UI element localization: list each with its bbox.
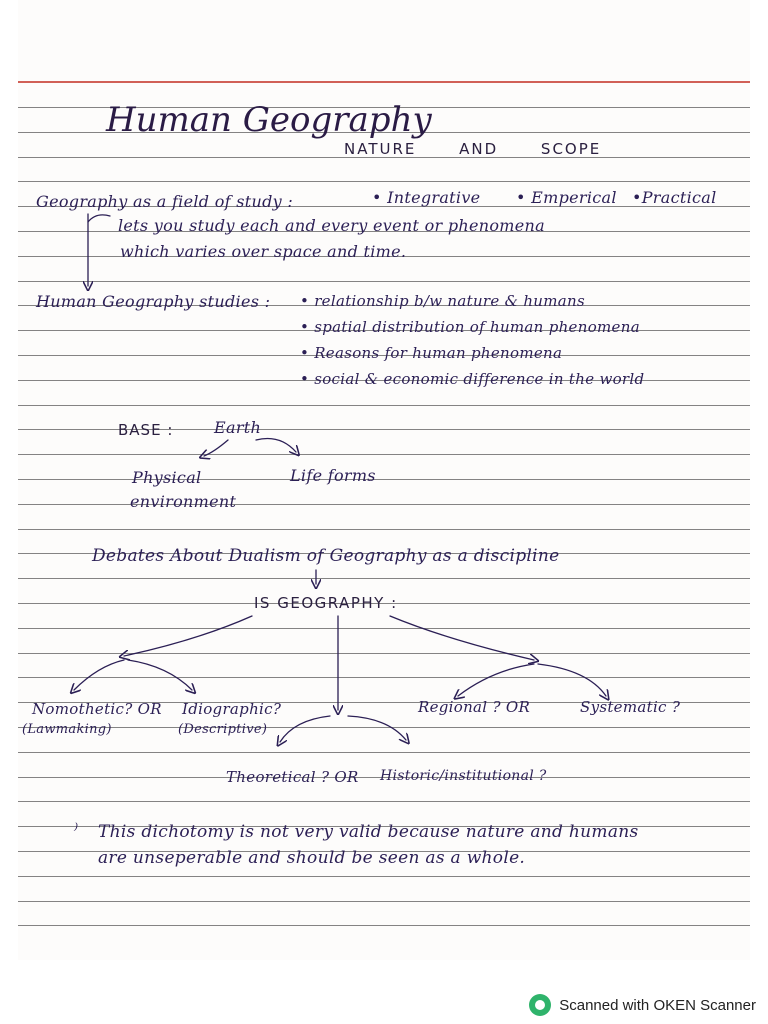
notebook-page [18, 0, 750, 960]
human-geography-label: Human Geography studies : [36, 292, 271, 311]
idiographic-sub: (Descriptive) [178, 722, 268, 737]
field-note-line-1: lets you study each and every event or phenomena [118, 216, 545, 235]
debates-heading: Debates About Dualism of Geography as a discipline [92, 546, 560, 566]
branch-right-arrow [390, 616, 534, 660]
footer-text: Scanned with OKEN Scanner [559, 996, 756, 1014]
field-branch-stroke [88, 215, 110, 222]
field-note-line-2: which varies over space and time. [120, 242, 407, 261]
trait-integrative: • Integrative [372, 188, 481, 207]
idiographic-arrow [128, 660, 192, 690]
systematic-arrow [538, 664, 606, 696]
nomothetic-sub: (Lawmaking) [22, 722, 112, 737]
nomothetic: Nomothetic? OR [32, 700, 162, 718]
earth-left-arrow [204, 440, 228, 456]
field-of-study-label: Geography as a field of study : [36, 192, 294, 211]
base-environment: environment [130, 492, 237, 511]
theoretical-arrow [280, 716, 330, 742]
scanner-footer [529, 994, 756, 1016]
study-item-2: • spatial distribution of human phenomena [300, 318, 640, 336]
base-label: BASE : [118, 421, 174, 439]
historic-arrow [348, 716, 406, 740]
study-item-3: • Reasons for human phenomena [300, 344, 563, 362]
branch-left-arrow [124, 616, 252, 656]
trait-emperical: • Emperical [516, 188, 617, 207]
trait-practical: •Practical [632, 188, 717, 207]
diagram-arrows [18, 0, 750, 960]
regional: Regional ? OR [418, 698, 531, 716]
conclusion-marker: ⁾ [74, 820, 79, 840]
base-physical: Physical [132, 468, 202, 487]
systematic: Systematic ? [580, 698, 681, 716]
oken-logo-icon [529, 994, 551, 1016]
page-title: Human Geography [106, 100, 432, 140]
base-life-forms: Life forms [290, 466, 376, 485]
earth-right-arrow [256, 439, 296, 453]
study-item-4: • social & economic difference in the world [300, 370, 645, 388]
conclusion-line-2: are unseperable and should be seen as a whole. [98, 848, 526, 868]
historic-institutional: Historic/institutional ? [380, 768, 547, 784]
study-item-1: • relationship b/w nature & humans [300, 292, 585, 310]
geography-question: IS GEOGRAPHY : [254, 594, 398, 612]
conclusion-line-1: This dichotomy is not very valid because nature and humans [98, 822, 639, 842]
idiographic: Idiographic? [182, 700, 282, 718]
regional-arrow [458, 664, 534, 696]
page-subtitle: NATURE AND SCOPE [344, 140, 602, 158]
base-earth: Earth [214, 418, 262, 437]
nomothetic-arrow [74, 660, 124, 690]
theoretical: Theoretical ? OR [226, 768, 359, 786]
